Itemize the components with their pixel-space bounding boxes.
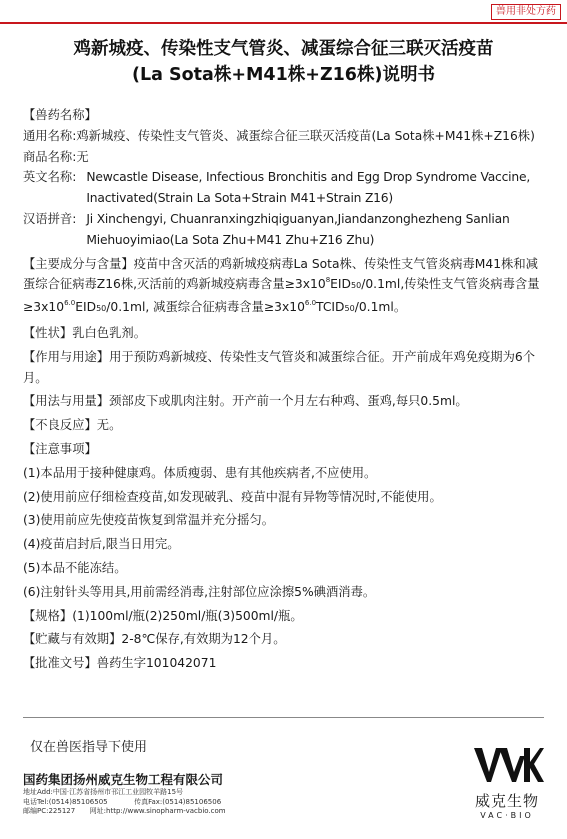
note-item: (2)使用前应仔细检查疫苗,如发现破乳、疫苗中混有异物等情况时,不能使用。 <box>23 489 442 504</box>
spec-label: 【规格】 <box>23 608 73 623</box>
company-address: 地址Add:中国·江苏省扬州市邗江工业园牧羊路15号 <box>23 788 184 796</box>
adverse-label: 【不良反应】 <box>23 418 97 433</box>
english-name-value: Newcastle Disease, Infectious Bronchitis and Egg Drop Syndrome Vaccine, Inactivated(Strain La Sota+Strain M41+Strain Z16) <box>86 170 531 206</box>
english-name-row <box>23 167 550 209</box>
approval-value: 兽药生字101042071 <box>96 656 217 671</box>
name-header: 【兽药名称】 <box>23 108 97 122</box>
property-value: 乳白色乳剂。 <box>72 325 146 340</box>
company-contact <box>23 788 226 817</box>
company-website: 网址:http://www.sinopharm-vacbio.com <box>89 807 226 816</box>
storage-value: 2-8℃保存,有效期为12个月。 <box>121 632 286 647</box>
pinyin-row <box>23 209 550 251</box>
note-item: (5)本品不能冻结。 <box>23 560 127 575</box>
top-divider <box>0 22 567 24</box>
generic-name-label: 通用名称: <box>23 128 77 143</box>
ingredients-text-c: /0.1ml,传染性支气管炎病毒含量≥3x10 <box>23 277 540 315</box>
dosage-label: 【用法与用量】 <box>23 394 110 409</box>
spec-value: (1)100ml/瓶(2)250ml/瓶(3)500ml/瓶。 <box>72 608 303 623</box>
usage-row <box>23 347 550 389</box>
storage-label: 【贮藏与有效期】 <box>23 632 122 647</box>
ingredients-text-e: /0.1ml, 减蛋综合征病毒含量≥3x10 <box>106 300 305 315</box>
logo-name-en: VAC·BIO <box>480 811 534 820</box>
company-name: 国药集团扬州威克生物工程有限公司 <box>23 772 224 787</box>
ingredients-paragraph <box>23 254 550 320</box>
generic-name-value: 鸡新城疫、传染性支气管炎、减蛋综合征三联灭活疫苗(La Sota株+M41株+Z16株) <box>76 128 535 143</box>
title-line-2: (La Sota株+M41株+Z16株)说明书 <box>132 65 435 85</box>
trade-name-row <box>23 147 550 168</box>
spec-row <box>23 606 550 627</box>
storage-row <box>23 629 550 650</box>
company-tel: 电话Tel:(0514)85106505 <box>23 797 108 806</box>
pinyin-label: 汉语拼音: <box>23 211 77 226</box>
ingredients-subscript-3: 50 <box>344 304 355 314</box>
title-line-1: 鸡新城疫、传染性支气管炎、减蛋综合征三联灭活疫苗 <box>73 39 494 59</box>
approval-row <box>23 653 550 674</box>
otc-vet-badge: 兽用非处方药 <box>491 4 561 20</box>
generic-name-row <box>23 126 550 147</box>
company-postcode: 邮编PC:225127 <box>23 807 76 816</box>
approval-label: 【批准文号】 <box>23 656 97 671</box>
company-fax: 传真Fax:(0514)85106506 <box>134 797 222 806</box>
vet-guidance-note: 仅在兽医指导下使用 <box>30 740 148 755</box>
ingredients-text-d: EID <box>75 300 97 315</box>
property-label: 【性状】 <box>23 325 73 340</box>
ingredients-label: 【主要成分与含量】 <box>23 256 134 271</box>
property-row <box>23 323 550 344</box>
ingredients-exponent-3: 6.0 <box>304 299 317 308</box>
ingredients-subscript-2: 50 <box>96 304 107 314</box>
usage-value: 用于预防鸡新城疫、传染性支气管炎和减蛋综合征。开产前成年鸡免疫期为6个月。 <box>23 349 536 385</box>
trade-name-label: 商品名称: <box>23 149 77 164</box>
note-item: (4)疫苗启封后,限当日用完。 <box>23 537 180 552</box>
dosage-value: 颈部皮下或肌肉注射。开产前一个月左右种鸡、蛋鸡,每只0.5ml。 <box>109 394 468 409</box>
dosage-row <box>23 391 550 412</box>
ingredients-text-f: TCID <box>316 300 345 315</box>
note-item: (1)本品用于接种健康鸡。体质瘦弱、患有其他疾病者,不应使用。 <box>23 465 377 480</box>
adverse-value: 无。 <box>96 418 122 433</box>
ingredients-exponent-1: 8 <box>325 276 331 285</box>
usage-label: 【作用与用途】 <box>23 349 110 364</box>
logo-name-cn: 威克生物 <box>474 792 539 810</box>
leaflet-body <box>23 105 550 674</box>
note-item: (3)使用前应先使疫苗恢复到常温并充分摇匀。 <box>23 513 275 528</box>
ingredients-exponent-2: 6.0 <box>64 299 76 308</box>
ingredients-text-g: /0.1ml。 <box>354 300 407 315</box>
ingredients-text-a: 疫苗中含灭活的鸡新城疫病毒La Sota株、传染性支气管炎病毒M41株和减蛋综合征病毒Z16株,灭活前的鸡新城疫病毒含量≥3x10 <box>23 256 538 292</box>
pinyin-value: Ji Xinchengyi, Chuanranxingzhiqiguanyan,Jiandanzonghezheng Sanlian Miehuoyimiao(La Sota Zhu+M41 Zhu+Z16 Zhu) <box>86 211 510 247</box>
trade-name-value: 无 <box>76 149 89 164</box>
note-item: (6)注射针头等用具,用前需经消毒,注射部位应涂擦5%碘酒消毒。 <box>23 584 376 599</box>
vacbio-logo-icon <box>472 742 544 786</box>
notes-header: 【注意事项】 <box>23 441 97 456</box>
footer-divider <box>23 717 544 718</box>
ingredients-text-b: EID <box>330 277 352 292</box>
english-name-label: 英文名称: <box>23 170 77 185</box>
adverse-row <box>23 415 550 436</box>
ingredients-subscript-1: 50 <box>351 281 362 291</box>
document-title <box>0 36 567 88</box>
